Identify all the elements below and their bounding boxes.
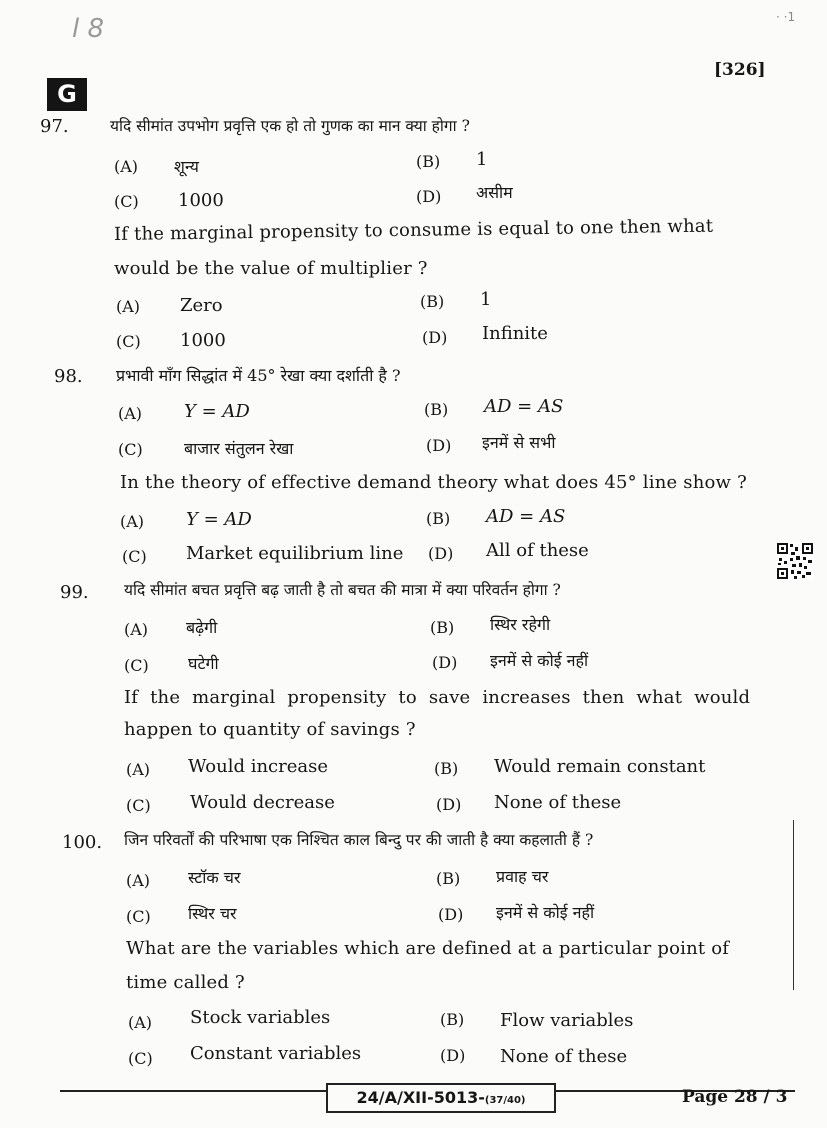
q97-english-line-2: would be the value of multiplier ? — [114, 258, 428, 279]
margin-line — [793, 820, 794, 990]
q97-hi-option-d-text: असीम — [476, 183, 513, 202]
section-letter-badge: G — [47, 78, 87, 111]
page-number: [326] — [714, 60, 766, 80]
page-label: Page 28 / 3 — [682, 1087, 788, 1107]
q100-en-option-c-text: Constant variables — [190, 1043, 362, 1064]
q99-hi-option-b-text: स्थिर रहेगी — [490, 615, 551, 634]
q98-en-option-b-text: AD = AS — [486, 506, 566, 527]
paper-code — [326, 1083, 556, 1113]
q100-hi-option-d-text: इनमें से कोई नहीं — [496, 903, 595, 922]
q99-hi-option-a-letter: (A) — [124, 620, 149, 639]
q98-hi-option-d-text: इनमें से सभी — [482, 433, 556, 452]
q99-hi-option-c-letter: (C) — [124, 656, 149, 675]
q98-en-option-a-letter: (A) — [120, 512, 145, 531]
q100-en-option-d-letter: (D) — [440, 1046, 466, 1065]
q97-hi-option-c-letter: (C) — [114, 192, 139, 211]
q99-hi-option-c-text: घटेगी — [188, 654, 219, 673]
q97-hi-option-a-letter: (A) — [114, 157, 139, 176]
paper-code-suffix: (37/40) — [484, 1095, 526, 1106]
q98-hi-option-a-text: Y = AD — [184, 401, 250, 422]
qr-code-icon — [776, 542, 814, 580]
question-97-number: 97. — [40, 116, 69, 137]
q100-english-line-2: time called ? — [126, 972, 245, 993]
q98-en-option-b-letter: (B) — [426, 509, 451, 528]
corner-mark: · ·1 — [776, 10, 796, 24]
q98-hi-option-c-letter: (C) — [118, 440, 143, 459]
q97-en-option-d-letter: (D) — [422, 328, 448, 347]
q100-en-option-d-text: None of these — [500, 1046, 628, 1067]
q99-en-option-b-text: Would remain constant — [494, 756, 706, 777]
q99-en-option-c-text: Would decrease — [190, 792, 335, 813]
q100-en-option-c-letter: (C) — [128, 1049, 153, 1068]
q98-hi-option-b-letter: (B) — [424, 400, 449, 419]
q97-en-option-a-letter: (A) — [116, 297, 141, 316]
q98-en-option-d-letter: (D) — [428, 544, 454, 563]
q100-hi-option-d-letter: (D) — [438, 905, 464, 924]
q97-hi-option-b-letter: (B) — [416, 152, 441, 171]
q100-hi-option-a-letter: (A) — [126, 871, 151, 890]
q99-en-option-c-letter: (C) — [126, 796, 151, 815]
q99-hi-option-b-letter: (B) — [430, 618, 455, 637]
question-100-hindi: जिन परिवर्तों की परिभाषा एक निश्चित काल बिन्दु पर की जाती है क्या कहलाती हैं ? — [124, 831, 594, 849]
q98-en-option-a-text: Y = AD — [186, 509, 252, 530]
q97-en-option-d-text: Infinite — [482, 323, 548, 344]
q100-hi-option-c-letter: (C) — [126, 907, 151, 926]
q99-en-option-a-letter: (A) — [126, 760, 151, 779]
q100-hi-option-b-text: प्रवाह चर — [496, 867, 549, 886]
q98-hi-option-b-text: AD = AS — [484, 396, 564, 417]
q100-hi-option-c-text: स्थिर चर — [188, 904, 237, 923]
q97-en-option-b-letter: (B) — [420, 292, 445, 311]
question-100-number: 100. — [62, 832, 103, 853]
q100-english-line-1: What are the variables which are defined at a particular point of — [126, 938, 730, 959]
question-99-number: 99. — [60, 582, 89, 603]
q98-en-option-c-letter: (C) — [122, 547, 147, 566]
q98-en-option-c-text: Market equilibrium line — [186, 543, 404, 564]
q99-en-option-d-letter: (D) — [436, 795, 462, 814]
q100-en-option-a-letter: (A) — [128, 1013, 153, 1032]
q99-en-option-a-text: Would increase — [188, 756, 329, 777]
q98-hi-option-c-text: बाजार संतुलन रेखा — [184, 439, 294, 458]
q97-en-option-b-text: 1 — [480, 289, 492, 310]
q99-en-option-b-letter: (B) — [434, 759, 459, 778]
question-97-hindi: यदि सीमांत उपभोग प्रवृत्ति एक हो तो गुणक का मान क्या होगा ? — [110, 117, 470, 135]
handwritten-mark: l 8 — [72, 14, 105, 44]
q97-hi-option-c-text: 1000 — [178, 190, 224, 211]
q97-hi-option-a-text: शून्य — [174, 157, 199, 176]
q97-hi-option-b-text: 1 — [476, 149, 488, 170]
question-98-number: 98. — [54, 366, 83, 387]
q99-hi-option-a-text: बढ़ेगी — [186, 618, 218, 637]
q98-hi-option-a-letter: (A) — [118, 404, 143, 423]
q98-hi-option-d-letter: (D) — [426, 436, 452, 455]
q98-english-line-1: In the theory of effective demand theory what does 45° line show ? — [120, 472, 747, 493]
question-99-hindi: यदि सीमांत बचत प्रवृत्ति बढ़ जाती है तो बचत की मात्रा में क्या परिवर्तन होगा ? — [124, 581, 561, 599]
q100-hi-option-a-text: स्टॉक चर — [188, 868, 241, 887]
q97-hi-option-d-letter: (D) — [416, 187, 442, 206]
q99-en-option-d-text: None of these — [494, 792, 622, 813]
q99-hi-option-d-letter: (D) — [432, 653, 458, 672]
q100-en-option-b-letter: (B) — [440, 1010, 465, 1029]
q99-hi-option-d-text: इनमें से कोई नहीं — [490, 651, 589, 670]
q100-en-option-b-text: Flow variables — [500, 1010, 634, 1031]
q98-en-option-d-text: All of these — [486, 540, 589, 561]
q97-en-option-c-text: 1000 — [180, 330, 226, 351]
q99-english-line-2: happen to quantity of savings ? — [124, 719, 416, 740]
q97-en-option-c-letter: (C) — [116, 332, 141, 351]
paper-code-text: 24/A/XII-5013- — [356, 1088, 485, 1107]
q100-hi-option-b-letter: (B) — [436, 869, 461, 888]
q100-en-option-a-text: Stock variables — [190, 1007, 331, 1028]
q99-english-line-1: If the marginal propensity to save increases then what would — [124, 687, 751, 708]
q97-english-line-1: If the marginal propensity to consume is equal to one then what — [113, 215, 714, 245]
question-98-hindi: प्रभावी माँग सिद्धांत में 45° रेखा क्या दर्शाती है ? — [116, 366, 401, 385]
q97-en-option-a-text: Zero — [180, 295, 223, 316]
